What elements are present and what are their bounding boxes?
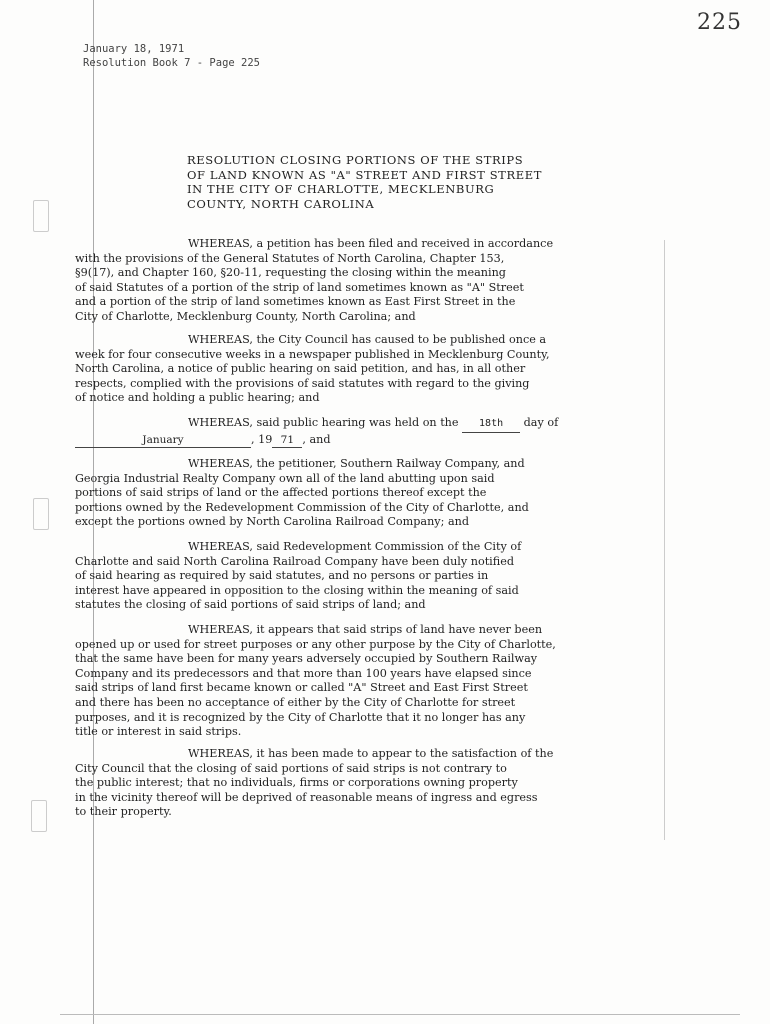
- paragraph-petition: [75, 237, 665, 325]
- header-book-reference: Resolution Book 7 - Page 225: [83, 57, 261, 69]
- text-line: Charlotte and said North Carolina Railroad Company have been duly notified: [75, 554, 515, 568]
- page-number: 225: [697, 10, 742, 35]
- text-line: with the provisions of the General Statutes of North Carolina, Chapter 153,: [75, 251, 505, 265]
- text-line: [75, 416, 665, 433]
- hearing-year-prefix: , 19: [251, 432, 273, 446]
- text-line: of said hearing as required by said statutes, and no persons or parties in: [75, 569, 489, 583]
- punch-hole-mark: [31, 800, 47, 832]
- document-header: [83, 42, 260, 70]
- text-line: portions of said strips of land or the affected portions thereof except the: [75, 486, 487, 500]
- text-line: City of Charlotte, Mecklenburg County, North Carolina; and: [75, 309, 416, 323]
- resolution-title: [187, 153, 542, 211]
- hearing-day-of: day of: [523, 416, 559, 429]
- text-line: purposes, and it is recognized by the City of Charlotte that it no longer has any: [75, 710, 526, 724]
- text-line: WHEREAS, it has been made to appear to the satisfaction of the: [188, 747, 554, 760]
- paragraph-publication: [75, 333, 665, 406]
- text-line: to their property.: [75, 805, 172, 819]
- text-line: the public interest; that no individuals, firms or corporations owning property: [75, 776, 518, 790]
- paragraph-petitioner: [75, 457, 665, 530]
- hearing-end: , and: [302, 432, 331, 446]
- text-line: of notice and holding a public hearing; and: [75, 391, 320, 405]
- hearing-month-blank: January: [75, 433, 251, 449]
- hearing-year-blank: 71: [272, 433, 302, 449]
- title-line: RESOLUTION CLOSING PORTIONS OF THE STRIPS: [187, 153, 524, 167]
- text-line: WHEREAS, a petition has been filed and received in accordance: [188, 237, 554, 250]
- text-line: Company and its predecessors and that more than 100 years have elapsed since: [75, 666, 532, 680]
- text-line: and there has been no acceptance of either by the City of Charlotte for street: [75, 695, 516, 709]
- text-line: City Council that the closing of said portions of said strips is not contrary to: [75, 761, 507, 775]
- text-line: WHEREAS, it appears that said strips of land have never been: [188, 623, 543, 636]
- text-line: [75, 433, 665, 449]
- text-line: WHEREAS, said Redevelopment Commission of the City of: [188, 540, 522, 553]
- paragraph-public-interest: [75, 747, 665, 820]
- title-line: COUNTY, NORTH CAROLINA: [187, 196, 375, 211]
- paragraph-notification: [75, 540, 665, 613]
- text-line: of said Statutes of a portion of the strip of land sometimes known as "A" Street: [75, 280, 524, 294]
- text-line: WHEREAS, the petitioner, Southern Railway Company, and: [188, 457, 525, 470]
- text-line: interest have appeared in opposition to the closing within the meaning of said: [75, 583, 519, 597]
- hearing-text: WHEREAS, said public hearing was held on the: [188, 416, 459, 429]
- header-date: January 18, 1971: [83, 43, 185, 55]
- text-line: week for four consecutive weeks in a newspaper published in Mecklenburg County,: [75, 347, 550, 361]
- text-line: said strips of land first became known or called "A" Street and East First Street: [75, 681, 528, 695]
- paragraph-hearing: [75, 416, 665, 448]
- text-line: North Carolina, a notice of public hearing on said petition, and has, in all other: [75, 362, 526, 376]
- text-line: opened up or used for street purposes or any other purpose by the City of Charlotte,: [75, 637, 556, 651]
- bottom-scan-edge: [60, 1014, 740, 1015]
- paragraph-never-opened: [75, 623, 665, 740]
- text-line: title or interest in said strips.: [75, 725, 242, 739]
- text-line: portions owned by the Redevelopment Commission of the City of Charlotte, and: [75, 500, 529, 514]
- text-line: that the same have been for many years adversely occupied by Southern Railway: [75, 652, 538, 666]
- text-line: and a portion of the strip of land sometimes known as East First Street in the: [75, 295, 516, 309]
- punch-hole-mark: [33, 200, 49, 232]
- title-line: IN THE CITY OF CHARLOTTE, MECKLENBURG: [187, 182, 495, 196]
- text-line: statutes the closing of said portions of said strips of land; and: [75, 598, 426, 612]
- text-line: in the vicinity thereof will be deprived of reasonable means of ingress and egress: [75, 790, 538, 804]
- title-line: OF LAND KNOWN AS "A" STREET AND FIRST STREET: [187, 167, 542, 182]
- text-line: respects, complied with the provisions of said statutes with regard to the giving: [75, 376, 530, 390]
- hearing-day-blank: 18th: [462, 417, 520, 433]
- punch-hole-mark: [33, 498, 49, 530]
- text-line: Georgia Industrial Realty Company own all of the land abutting upon said: [75, 471, 495, 485]
- text-line: WHEREAS, the City Council has caused to be published once a: [188, 333, 547, 346]
- text-line: §9(17), and Chapter 160, §20-11, requesting the closing within the meaning: [75, 266, 506, 280]
- text-line: except the portions owned by North Carolina Railroad Company; and: [75, 515, 469, 529]
